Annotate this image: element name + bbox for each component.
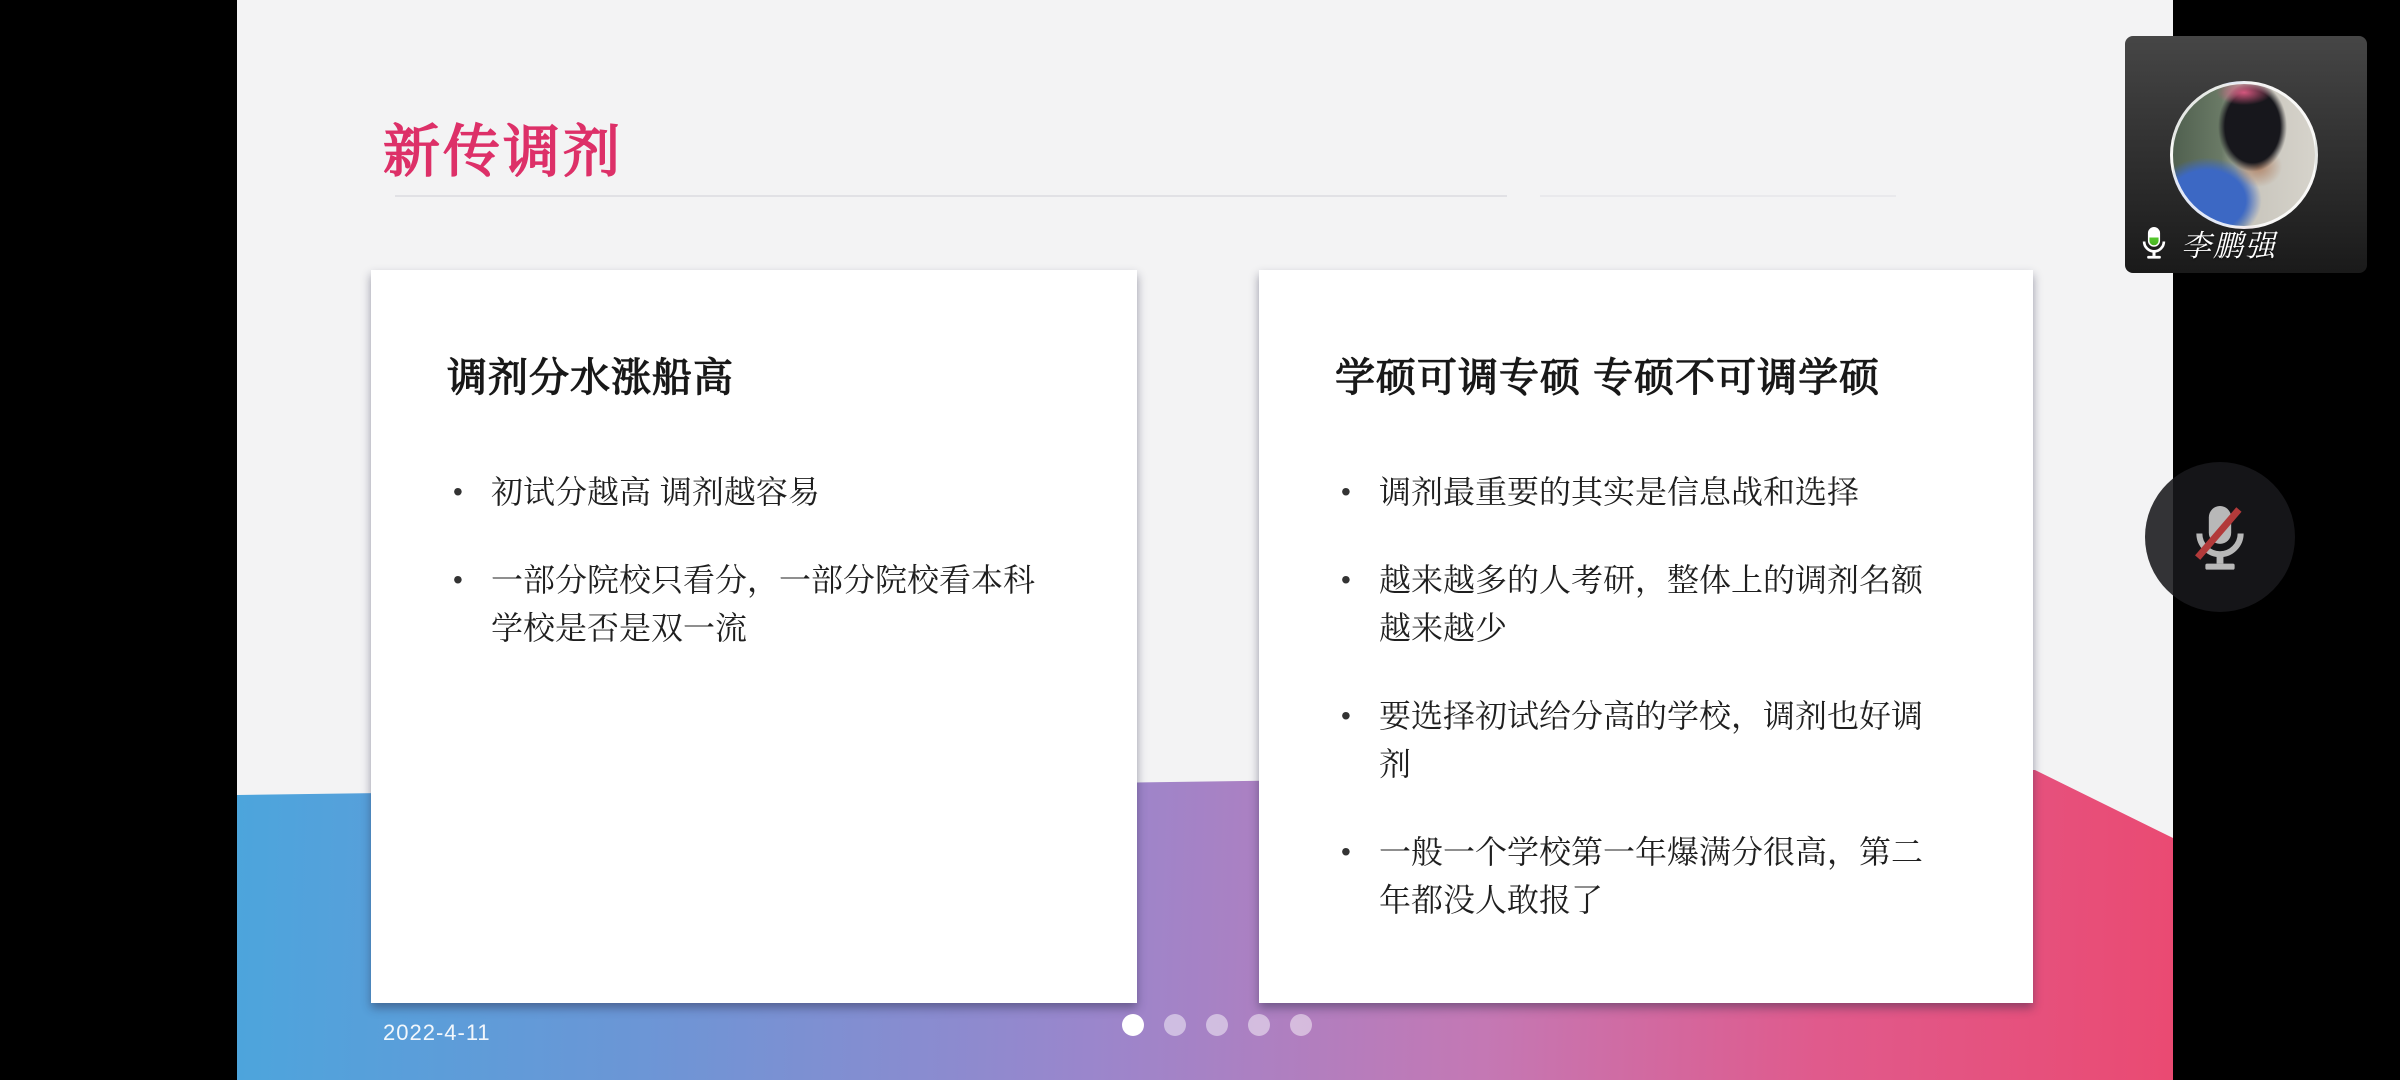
card-bullet-list bbox=[447, 468, 1051, 652]
card-xueshuo-zhuanshuo bbox=[1259, 270, 2033, 1003]
slide-date: 2022-4-11 bbox=[383, 1020, 491, 1045]
bullet-item: • 一部分院校只看分，一部分院校看本科学校是否是双一流 bbox=[447, 556, 1051, 652]
mic-level-icon bbox=[2135, 221, 2173, 265]
mute-microphone-button[interactable] bbox=[2145, 462, 2295, 612]
card-heading: 调剂分水涨船高 bbox=[447, 356, 734, 400]
participant-name-row bbox=[2135, 221, 2277, 265]
pagination-dot-4[interactable] bbox=[1248, 1014, 1270, 1036]
bullet-item: • 越来越多的人考研，整体上的调剂名额越来越少 bbox=[1335, 556, 1939, 652]
pagination-dot-2[interactable] bbox=[1164, 1014, 1186, 1036]
slide-title: 新传调剂 bbox=[383, 120, 623, 184]
bullet-item: • 调剂最重要的其实是信息战和选择 bbox=[1335, 468, 1939, 516]
pagination-dot-5[interactable] bbox=[1290, 1014, 1312, 1036]
shared-slide bbox=[237, 0, 2173, 1080]
bullet-item: • 一般一个学校第一年爆满分很高，第二年都没人敢报了 bbox=[1335, 828, 1939, 924]
pagination-dot-3[interactable] bbox=[1206, 1014, 1228, 1036]
title-divider-left bbox=[395, 195, 1507, 197]
participant-avatar bbox=[2170, 81, 2318, 229]
slide-pagination bbox=[1122, 1014, 1312, 1036]
participant-video-tile[interactable] bbox=[2125, 36, 2367, 273]
muted-mic-icon bbox=[2177, 494, 2263, 580]
bullet-item: • 初试分越高 调剂越容易 bbox=[447, 468, 1051, 516]
card-tiaoji-scores bbox=[371, 270, 1137, 1003]
title-divider-right bbox=[1540, 195, 1896, 197]
bullet-item: • 要选择初试给分高的学校，调剂也好调剂 bbox=[1335, 692, 1939, 788]
pagination-dot-1[interactable] bbox=[1122, 1014, 1144, 1036]
card-heading: 学硕可调专硕 专硕不可调学硕 bbox=[1335, 356, 1881, 400]
participant-name: 李鹏强 bbox=[2181, 230, 2277, 263]
card-bullet-list bbox=[1335, 468, 1939, 924]
